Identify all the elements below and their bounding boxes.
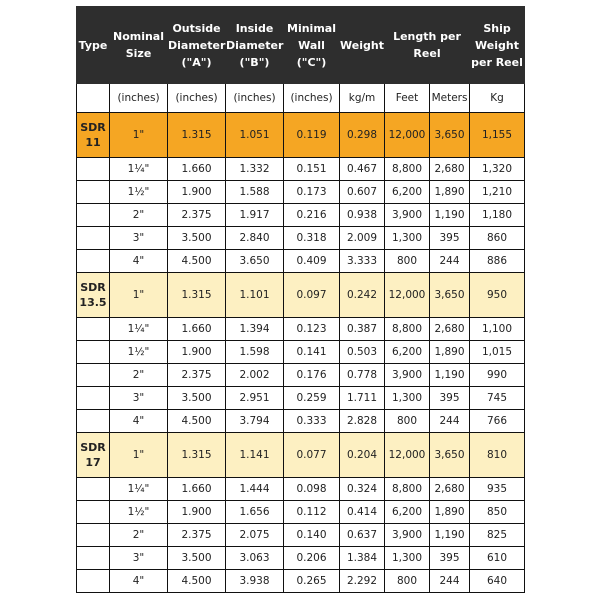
value-cell: 8,800 [385, 158, 430, 181]
value-cell: 2.375 [168, 204, 226, 227]
table-row [77, 547, 525, 570]
value-cell: 0.778 [340, 364, 385, 387]
value-cell: 1,890 [430, 341, 470, 364]
value-cell: 6,200 [385, 181, 430, 204]
type-cell-empty [77, 227, 110, 250]
value-cell: 1¼" [110, 158, 168, 181]
value-cell: 1,300 [385, 227, 430, 250]
value-cell: 3.063 [226, 547, 284, 570]
value-cell: 3,900 [385, 364, 430, 387]
type-cell-empty [77, 547, 110, 570]
units-row [77, 84, 525, 113]
type-cell-empty [77, 364, 110, 387]
header-nominal-size: Nominal Size [110, 7, 168, 84]
type-cell-empty [77, 478, 110, 501]
value-cell: 1,190 [430, 364, 470, 387]
table-row [77, 341, 525, 364]
value-cell: 2.002 [226, 364, 284, 387]
value-cell: 886 [470, 250, 525, 273]
units-cell: Feet [385, 84, 430, 113]
value-cell: 860 [470, 227, 525, 250]
table-row [77, 204, 525, 227]
value-cell: 745 [470, 387, 525, 410]
value-cell: 0.216 [284, 204, 340, 227]
value-cell: 12,000 [385, 273, 430, 318]
value-cell: 1½" [110, 181, 168, 204]
value-cell: 2.828 [340, 410, 385, 433]
table-row [77, 181, 525, 204]
value-cell: 0.387 [340, 318, 385, 341]
value-cell: 766 [470, 410, 525, 433]
value-cell: 3" [110, 547, 168, 570]
value-cell: 244 [430, 570, 470, 593]
table-row [77, 250, 525, 273]
value-cell: 0.097 [284, 273, 340, 318]
value-cell: 2.951 [226, 387, 284, 410]
table-row [77, 570, 525, 593]
value-cell: 3.333 [340, 250, 385, 273]
value-cell: 3,650 [430, 273, 470, 318]
value-cell: 1.900 [168, 341, 226, 364]
value-cell: 0.123 [284, 318, 340, 341]
value-cell: 1.332 [226, 158, 284, 181]
value-cell: 0.265 [284, 570, 340, 593]
value-cell: 1,300 [385, 387, 430, 410]
units-cell: Meters [430, 84, 470, 113]
value-cell: 3" [110, 387, 168, 410]
value-cell: 0.503 [340, 341, 385, 364]
value-cell: 2.375 [168, 524, 226, 547]
value-cell: 1,320 [470, 158, 525, 181]
value-cell: 0.173 [284, 181, 340, 204]
value-cell: 1" [110, 273, 168, 318]
units-cell: (inches) [168, 84, 226, 113]
value-cell: 1.660 [168, 158, 226, 181]
value-cell: 2,680 [430, 158, 470, 181]
table-row [77, 158, 525, 181]
value-cell: 1.444 [226, 478, 284, 501]
value-cell: 0.141 [284, 341, 340, 364]
value-cell: 2.840 [226, 227, 284, 250]
value-cell: 0.140 [284, 524, 340, 547]
value-cell: 4.500 [168, 570, 226, 593]
value-cell: 0.259 [284, 387, 340, 410]
value-cell: 990 [470, 364, 525, 387]
value-cell: 3.500 [168, 387, 226, 410]
units-cell: Kg [470, 84, 525, 113]
value-cell: 0.098 [284, 478, 340, 501]
table-row [77, 364, 525, 387]
value-cell: 1.598 [226, 341, 284, 364]
value-cell: 1.101 [226, 273, 284, 318]
value-cell: 1.394 [226, 318, 284, 341]
value-cell: 850 [470, 501, 525, 524]
value-cell: 6,200 [385, 341, 430, 364]
units-cell: kg/m [340, 84, 385, 113]
value-cell: 3,900 [385, 524, 430, 547]
value-cell: 2,680 [430, 318, 470, 341]
value-cell: 3,650 [430, 113, 470, 158]
value-cell: 0.298 [340, 113, 385, 158]
value-cell: 0.112 [284, 501, 340, 524]
pipe-spec-table-container [76, 6, 524, 593]
type-cell-empty [77, 387, 110, 410]
value-cell: 0.176 [284, 364, 340, 387]
value-cell: 0.119 [284, 113, 340, 158]
table-row [77, 410, 525, 433]
value-cell: 610 [470, 547, 525, 570]
value-cell: 8,800 [385, 478, 430, 501]
value-cell: 1.315 [168, 433, 226, 478]
header-type: Type [77, 7, 110, 84]
units-cell: (inches) [110, 84, 168, 113]
table-row [77, 227, 525, 250]
table-row [77, 501, 525, 524]
table-row [77, 387, 525, 410]
value-cell: 1,890 [430, 181, 470, 204]
value-cell: 0.637 [340, 524, 385, 547]
units-cell-empty [77, 84, 110, 113]
value-cell: 3,650 [430, 433, 470, 478]
value-cell: 0.204 [340, 433, 385, 478]
value-cell: 4.500 [168, 250, 226, 273]
value-cell: 1.900 [168, 501, 226, 524]
value-cell: 395 [430, 387, 470, 410]
value-cell: 395 [430, 227, 470, 250]
value-cell: 1½" [110, 341, 168, 364]
value-cell: 950 [470, 273, 525, 318]
value-cell: 244 [430, 250, 470, 273]
value-cell: 2.375 [168, 364, 226, 387]
value-cell: 1.917 [226, 204, 284, 227]
header-ship-weight: Ship Weight per Reel [470, 7, 525, 84]
value-cell: 2,680 [430, 478, 470, 501]
value-cell: 4.500 [168, 410, 226, 433]
type-cell-empty [77, 250, 110, 273]
value-cell: 1.384 [340, 547, 385, 570]
value-cell: 3.938 [226, 570, 284, 593]
type-cell: SDR 13.5 [77, 273, 110, 318]
value-cell: 395 [430, 547, 470, 570]
header-outside-diameter: Outside Diameter ("A") [168, 7, 226, 84]
value-cell: 244 [430, 410, 470, 433]
type-cell: SDR 17 [77, 433, 110, 478]
value-cell: 0.333 [284, 410, 340, 433]
value-cell: 12,000 [385, 433, 430, 478]
value-cell: 2.292 [340, 570, 385, 593]
value-cell: 0.318 [284, 227, 340, 250]
value-cell: 1.711 [340, 387, 385, 410]
header-row [77, 7, 525, 84]
type-cell: SDR 11 [77, 113, 110, 158]
value-cell: 935 [470, 478, 525, 501]
value-cell: 0.414 [340, 501, 385, 524]
group-header-row [77, 113, 525, 158]
value-cell: 1¼" [110, 478, 168, 501]
group-header-row [77, 433, 525, 478]
value-cell: 1.660 [168, 478, 226, 501]
header-weight: Weight [340, 7, 385, 84]
value-cell: 3" [110, 227, 168, 250]
value-cell: 1,190 [430, 524, 470, 547]
group-header-row [77, 273, 525, 318]
value-cell: 800 [385, 410, 430, 433]
value-cell: 1.315 [168, 113, 226, 158]
table-body [77, 113, 525, 593]
value-cell: 0.467 [340, 158, 385, 181]
type-cell-empty [77, 341, 110, 364]
units-cell: (inches) [284, 84, 340, 113]
value-cell: 0.206 [284, 547, 340, 570]
units-cell: (inches) [226, 84, 284, 113]
value-cell: 1,190 [430, 204, 470, 227]
value-cell: 2" [110, 524, 168, 547]
value-cell: 0.607 [340, 181, 385, 204]
type-cell-empty [77, 318, 110, 341]
value-cell: 800 [385, 570, 430, 593]
value-cell: 0.324 [340, 478, 385, 501]
value-cell: 3,900 [385, 204, 430, 227]
value-cell: 4" [110, 250, 168, 273]
value-cell: 0.938 [340, 204, 385, 227]
value-cell: 1,210 [470, 181, 525, 204]
type-cell-empty [77, 410, 110, 433]
type-cell-empty [77, 570, 110, 593]
value-cell: 1.051 [226, 113, 284, 158]
value-cell: 1.900 [168, 181, 226, 204]
value-cell: 1.588 [226, 181, 284, 204]
type-cell-empty [77, 501, 110, 524]
pipe-spec-table [76, 6, 525, 593]
value-cell: 0.077 [284, 433, 340, 478]
value-cell: 12,000 [385, 113, 430, 158]
type-cell-empty [77, 181, 110, 204]
table-row [77, 478, 525, 501]
value-cell: 810 [470, 433, 525, 478]
value-cell: 1¼" [110, 318, 168, 341]
value-cell: 1" [110, 113, 168, 158]
value-cell: 0.151 [284, 158, 340, 181]
value-cell: 3.500 [168, 547, 226, 570]
type-cell-empty [77, 524, 110, 547]
value-cell: 8,800 [385, 318, 430, 341]
value-cell: 3.650 [226, 250, 284, 273]
value-cell: 2.075 [226, 524, 284, 547]
value-cell: 1.315 [168, 273, 226, 318]
value-cell: 4" [110, 410, 168, 433]
value-cell: 1" [110, 433, 168, 478]
value-cell: 640 [470, 570, 525, 593]
value-cell: 1,300 [385, 547, 430, 570]
header-inside-diameter: Inside Diameter ("B") [226, 7, 284, 84]
table-row [77, 524, 525, 547]
value-cell: 1.656 [226, 501, 284, 524]
value-cell: 3.500 [168, 227, 226, 250]
value-cell: 0.242 [340, 273, 385, 318]
value-cell: 1,890 [430, 501, 470, 524]
value-cell: 800 [385, 250, 430, 273]
value-cell: 1,015 [470, 341, 525, 364]
value-cell: 6,200 [385, 501, 430, 524]
value-cell: 4" [110, 570, 168, 593]
value-cell: 1.141 [226, 433, 284, 478]
value-cell: 1,100 [470, 318, 525, 341]
type-cell-empty [77, 158, 110, 181]
value-cell: 0.409 [284, 250, 340, 273]
value-cell: 1.660 [168, 318, 226, 341]
value-cell: 2" [110, 204, 168, 227]
header-minimal-wall: Minimal Wall ("C") [284, 7, 340, 84]
value-cell: 1,180 [470, 204, 525, 227]
value-cell: 3.794 [226, 410, 284, 433]
type-cell-empty [77, 204, 110, 227]
table-row [77, 318, 525, 341]
value-cell: 2.009 [340, 227, 385, 250]
value-cell: 2" [110, 364, 168, 387]
header-length-per-reel: Length per Reel [385, 7, 470, 84]
value-cell: 1,155 [470, 113, 525, 158]
value-cell: 1½" [110, 501, 168, 524]
value-cell: 825 [470, 524, 525, 547]
